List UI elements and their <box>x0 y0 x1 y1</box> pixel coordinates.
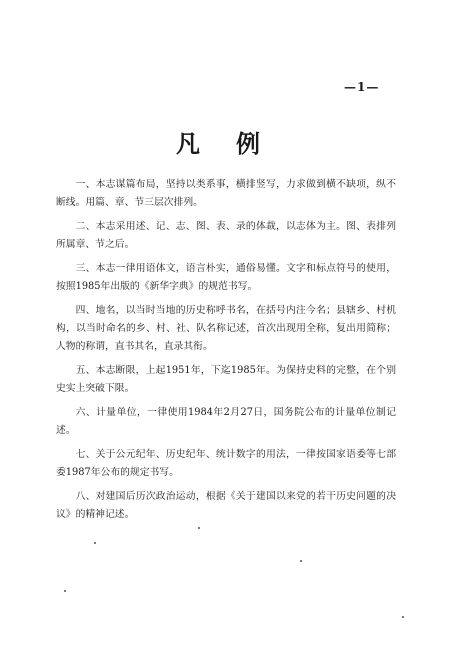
paragraph-7: 七、关于公元纪年、历史纪年、统计数字的用法，一律按国家语委等七部委1987年公布的规定书写。 <box>56 449 396 478</box>
paragraph-6: 六、计量单位，一律使用1984年2月27日，国务院公布的计量单位制记述。 <box>56 407 396 436</box>
page-number: —1— <box>344 80 380 94</box>
scan-speck <box>300 560 302 562</box>
scan-speck <box>64 590 66 592</box>
scan-speck <box>94 542 96 544</box>
paragraph-8: 八、对建国后历次政治运动，根据《关于建国以来党的若干历史问题的决议》的精神记述。 <box>56 491 396 520</box>
paragraph-5: 五、本志断限，上起1951年，下迄1985年。为保持史料的完整，在个别史实上突破下限。 <box>56 365 396 394</box>
page-title: 凡例 <box>176 129 296 158</box>
paragraph-2: 二、本志采用述、记、志、图、表、录的体裁，以志体为主。图、表排列所属章、节之后。 <box>56 221 396 250</box>
paragraph-4: 四、地名，以当时当地的历史称呼书名，在括号内注今名；县辖乡、村机构，以当时命名的乡、村、社、队名称记述，首次出现用全称，复出用简称；人物的称谓，直书其名，直录其衔。 <box>56 305 396 352</box>
paragraph-3: 三、本志一律用语体文，语言朴实，通俗易懂。文字和标点符号的使用，按照1985年出版的《新华字典》的规范书写。 <box>56 263 396 292</box>
scan-speck <box>402 616 404 618</box>
scan-speck <box>198 527 200 529</box>
paragraph-1: 一、本志谋篇布局，坚持以类系事，横排竖写，力求做到横不缺项，纵不断线。用篇、章、节三层次排列。 <box>56 179 396 208</box>
body-text <box>56 176 396 530</box>
